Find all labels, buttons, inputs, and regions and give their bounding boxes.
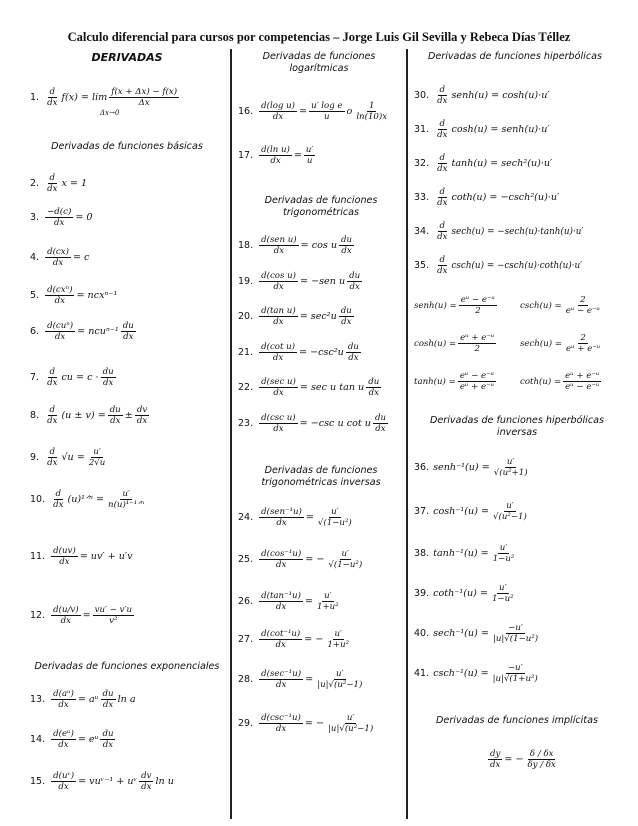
column-hyperbolic <box>412 49 618 819</box>
identity-senh: senh(u) = $\frac{\text{eᵘ − e⁻ᵘ}}{2}$ <box>414 295 495 316</box>
formula-5: 5. $\frac{\text{d(cxⁿ)}}{dx}$ = ncxⁿ⁻¹ <box>30 285 118 306</box>
formula-38: 38. tanh⁻¹(u) = $\frac{u'}{\text{1−u²}}$ <box>414 543 515 564</box>
formula-39: 39. coth⁻¹(u) = $\frac{u'}{\text{1−u²}}$ <box>414 583 514 604</box>
formula-9: 9. $\frac{d}{dx}$ √u = $\frac{u'}{2√u}$ <box>30 447 106 468</box>
column-basic <box>28 49 226 819</box>
formula-6: 6. $\frac{\text{d(cuⁿ)}}{dx}$ = ncuⁿ⁻¹ $\frac{du}{dx}$ <box>30 321 134 342</box>
page-header: Calculo diferencial para cursos por competencias – Jorge Luis Gil Sevilla y Rebeca Días Téllez <box>67 30 571 44</box>
formula-19: 19. $\frac{\text{d(cos u)}}{dx}$ = −sen u $\frac{du}{dx}$ <box>238 271 361 292</box>
formula-20: 20. $\frac{\text{d(tan u)}}{dx}$ = sec²u $\frac{du}{dx}$ <box>238 306 352 327</box>
formula-10: 10. $\frac{d}{dx}$ (u)¹ᐟⁿ = $\frac{u'}{\text{n(u)¹⁻¹ᐟⁿ}}$ <box>30 489 145 510</box>
formula-4: 4. $\frac{d(cx)}{dx}$ = c <box>30 247 90 268</box>
column-divider-1 <box>230 49 232 819</box>
formula-41: 41. csch⁻¹(u) = $\frac{-u'}{\text{|u|√(1+u²)}}$ <box>414 663 538 684</box>
formula-1: 1. $\frac{d}{dx}$ f(x) = lim $\frac{f(x + \Delta x) - f(x)}{\Delta x}$ <box>30 87 178 108</box>
limit-subscript: Δx→0 <box>100 109 120 117</box>
formula-24: 24. $\frac{\text{d(sen⁻¹u)}}{dx}$ = $\frac{u'}{\text{√(1−u²)}}$ <box>238 507 352 528</box>
formula-18: 18. $\frac{\text{d(sen u)}}{dx}$ = cos u $\frac{du}{dx}$ <box>238 235 353 256</box>
formula-17: 17. $\frac{\text{d(ln u)}}{dx}$ = $\frac{u'}{u}$ <box>238 145 314 166</box>
column-log-trig <box>236 49 402 819</box>
title-logaritmicas: Derivadas de funciones logarítmicas <box>262 51 376 74</box>
formula-8: 8. $\frac{d}{dx}$ (u ± v) = $\frac{du}{dx}$ ± $\frac{dv}{dx}$ <box>30 405 148 426</box>
title-basicas: Derivadas de funciones básicas <box>51 141 203 152</box>
formula-27: 27. $\frac{\text{d(cot⁻¹u)}}{dx}$ = − $\frac{u'}{\text{1+u²}}$ <box>238 629 350 650</box>
formula-15: 15. $\frac{\text{d(uᵛ)}}{dx}$ = vuᵛ⁻¹ + uᵛ $\frac{dv}{dx}$ ln u <box>30 771 174 792</box>
formula-23: 23. $\frac{\text{d(csc u)}}{dx}$ = −csc u cot u $\frac{du}{dx}$ <box>238 413 386 434</box>
title-trig-inversas: Derivadas de funciones trigonométricas inversas <box>261 465 381 488</box>
formula-40: 40. sech⁻¹(u) = $\frac{-u'}{\text{|u|√(1−u²)}}$ <box>414 623 539 644</box>
formula-14: 14. $\frac{\text{d(eᵘ)}}{dx}$ = eᵘ $\frac{du}{dx}$ <box>30 729 114 750</box>
formula-29: 29. $\frac{\text{d(csc⁻¹u)}}{dx}$ = − $\frac{u'}{\text{|u|√(u²−1)}}$ <box>238 713 374 734</box>
formula-12: 12. $\frac{d(u/v)}{dx}$ = $\frac{vu' - v'u}{\text{v²}}$ <box>30 605 133 626</box>
formula-3: 3. $\frac{-d(c)}{dx}$ = 0 <box>30 207 93 228</box>
column-divider-2 <box>406 49 408 819</box>
formula-32: 32. $\frac{d}{dx}$ tanh(u) = sech²(u)·u′ <box>414 153 553 174</box>
title-exponenciales: Derivadas de funciones exponenciales <box>34 661 220 672</box>
formula-34: 34. $\frac{d}{dx}$ sech(u) = −sech(u)·tanh(u)·u′ <box>414 221 584 242</box>
formula-implicit: $\frac{dy}{dx}$ = − $\frac{\delta / \delta x}{\delta y / \delta x}$ <box>490 749 556 770</box>
formula-25: 25. $\frac{\text{d(cos⁻¹u)}}{dx}$ = − $\frac{u'}{\text{√(1−u²)}}$ <box>238 549 363 570</box>
identity-tanh: tanh(u) = $\frac{\text{eᵘ − e⁻ᵘ}}{\text{eᵘ + e⁻ᵘ}}$ <box>414 371 495 392</box>
formula-16: 16. $\frac{\text{d(log u)}}{dx}$ = $\frac{\text{u′ log e}}{u}$ o $\frac{1}{\ln(10)x}$ <box>238 101 388 122</box>
identity-coth: coth(u) = $\frac{\text{eᵘ + e⁻ᵘ}}{\text{eᵘ − e⁻ᵘ}}$ <box>520 371 600 392</box>
formula-7: 7. $\frac{d}{dx}$ cu = c · $\frac{du}{dx}$ <box>30 367 114 388</box>
formula-30: 30. $\frac{d}{dx}$ senh(u) = cosh(u)·u′ <box>414 85 550 106</box>
title-implicitas: Derivadas de funciones implícitas <box>436 715 598 726</box>
formula-36: 36. senh⁻¹(u) = $\frac{u'}{\text{√(u²+1)}}$ <box>414 457 528 478</box>
formula-sheet <box>28 49 618 819</box>
formula-2: 2. $\frac{d}{dx}$ x = 1 <box>30 173 88 194</box>
identity-sech: sech(u) = $\frac{2}{\text{eᵘ + e⁻ᵘ}}$ <box>520 333 601 354</box>
formula-37: 37. cosh⁻¹(u) = $\frac{u'}{\text{√(u²−1)}}$ <box>414 501 527 522</box>
identity-csch: csch(u) = $\frac{2}{\text{eᵘ − e⁻ᵘ}}$ <box>520 295 600 316</box>
title-trigonometricas: Derivadas de funciones trigonométricas <box>264 195 378 218</box>
formula-21: 21. $\frac{\text{d(cot u)}}{dx}$ = −csc²u $\frac{du}{dx}$ <box>238 342 359 363</box>
formula-28: 28. $\frac{\text{d(sec⁻¹u)}}{dx}$ = $\frac{u'}{\text{|u|√(u²−1)}}$ <box>238 669 363 690</box>
formula-22: 22. $\frac{\text{d(sec u)}}{dx}$ = sec u tan u $\frac{du}{dx}$ <box>238 377 380 398</box>
title-hiper-inversas: Derivadas de funciones hiperbólicas inversas <box>429 415 605 438</box>
formula-31: 31. $\frac{d}{dx}$ cosh(u) = senh(u)·u′ <box>414 119 550 140</box>
title-derivadas: DERIVADAS <box>91 51 163 64</box>
formula-26: 26. $\frac{\text{d(tan⁻¹u)}}{dx}$ = $\frac{u'}{\text{1+u²}}$ <box>238 591 339 612</box>
title-hiperbolicas: Derivadas de funciones hiperbólicas <box>427 51 603 62</box>
identity-cosh: cosh(u) = $\frac{\text{eᵘ + e⁻ᵘ}}{2}$ <box>414 333 495 354</box>
formula-35: 35. $\frac{d}{dx}$ csch(u) = −csch(u)·coth(u)·u′ <box>414 255 583 276</box>
formula-13: 13. $\frac{\text{d(aᵘ)}}{dx}$ = aᵘ $\frac{du}{dx}$ ln a <box>30 689 136 710</box>
formula-33: 33. $\frac{d}{dx}$ coth(u) = −csch²(u)·u′ <box>414 187 560 208</box>
formula-11: 11. $\frac{d(uv)}{dx}$ = uv′ + u′v <box>30 546 133 567</box>
